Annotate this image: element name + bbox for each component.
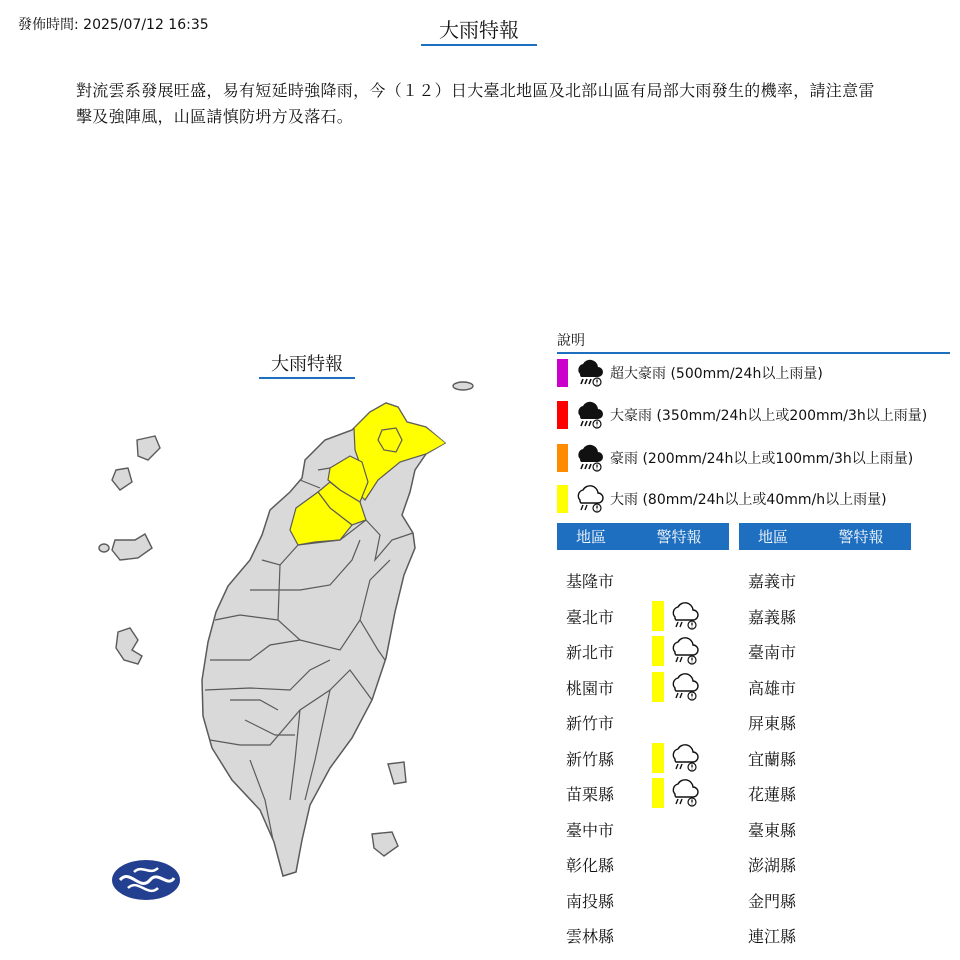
- heavy-rain-icon: [574, 484, 604, 514]
- table-row: [0, 778, 960, 808]
- legend-label: 大豪雨 (350mm/24h以上或200mm/3h以上雨量): [610, 408, 928, 424]
- table-row: [0, 885, 960, 915]
- table-row: [0, 814, 960, 844]
- table-row: [0, 707, 960, 737]
- region-name: 基隆市: [566, 572, 615, 591]
- page-title: 大雨特報: [421, 14, 537, 46]
- legend-swatch-orange: [557, 444, 568, 472]
- region-name: 高雄市: [748, 678, 797, 698]
- extremely-torrential-rain-icon: [574, 358, 604, 388]
- table-row: [0, 849, 960, 879]
- legend-item-extremely-heavy-rain: [557, 443, 957, 473]
- table-header-left: [557, 523, 729, 550]
- torrential-rain-icon: [574, 400, 604, 430]
- map-title: 大雨特報: [259, 350, 355, 379]
- region-name: 臺南市: [748, 643, 797, 662]
- region-name: 新竹縣: [566, 749, 615, 769]
- table-header-right: [739, 523, 911, 550]
- legend-heading: 說明: [557, 330, 950, 354]
- legend-item-heavy-rain: [557, 484, 957, 514]
- region-name: 臺中市: [566, 820, 615, 840]
- region-name: 彰化縣: [566, 856, 615, 875]
- region-name: 南投縣: [566, 891, 615, 911]
- region-name: 金門縣: [748, 891, 797, 911]
- table-row: [0, 565, 960, 595]
- region-name: 嘉義市: [748, 572, 797, 591]
- header-alert: 警特報: [838, 528, 884, 546]
- region-name: 雲林縣: [566, 927, 615, 946]
- legend-item-torrential-rain: [557, 400, 957, 430]
- region-name: 嘉義縣: [748, 607, 797, 627]
- region-name: 澎湖縣: [748, 856, 797, 875]
- island-kinmen-small: [99, 544, 109, 552]
- island-matsu: [112, 436, 160, 490]
- region-name: 屏東縣: [748, 714, 797, 733]
- legend-label: 超大豪雨 (500mm/24h以上雨量): [610, 366, 823, 382]
- table-row: [0, 601, 960, 631]
- region-name: 宜蘭縣: [748, 749, 797, 769]
- region-name: 桃園市: [566, 678, 615, 698]
- table-row: [0, 920, 960, 950]
- warning-description: 對流雲系發展旺盛，易有短延時強降雨，今（１２）日大臺北地區及北部山區有局部大雨發生的機率，請注意雷擊及強陣風，山區請慎防坍方及落石。: [76, 81, 875, 126]
- region-name: 花蓮縣: [748, 785, 797, 804]
- legend-label: 大雨 (80mm/24h以上或40mm/h以上雨量): [610, 492, 887, 508]
- header-alert: 警特報: [656, 528, 702, 546]
- extremely-heavy-rain-icon: [574, 443, 604, 473]
- table-row: [0, 672, 960, 702]
- region-name: 臺北市: [566, 607, 615, 627]
- region-name: 新北市: [566, 643, 615, 662]
- legend-item-extremely-torrential-rain: [557, 358, 957, 388]
- region-name: 臺東縣: [748, 820, 797, 840]
- table-row: [0, 636, 960, 666]
- legend-swatch-yellow: [557, 485, 568, 513]
- legend-swatch-red: [557, 401, 568, 429]
- header-region: 地區: [575, 528, 606, 546]
- island-pengjia: [453, 382, 473, 390]
- legend-label: 豪雨 (200mm/24h以上或100mm/3h以上雨量): [610, 451, 914, 467]
- island-kinmen: [112, 534, 152, 560]
- table-row: [0, 743, 960, 773]
- header-region: 地區: [757, 528, 788, 546]
- issue-time: 發佈時間: 2025/07/12 16:35: [18, 17, 209, 33]
- region-name: 苗栗縣: [566, 785, 615, 804]
- legend-swatch-magenta: [557, 359, 568, 387]
- region-name: 連江縣: [748, 927, 797, 946]
- region-name: 新竹市: [566, 714, 615, 733]
